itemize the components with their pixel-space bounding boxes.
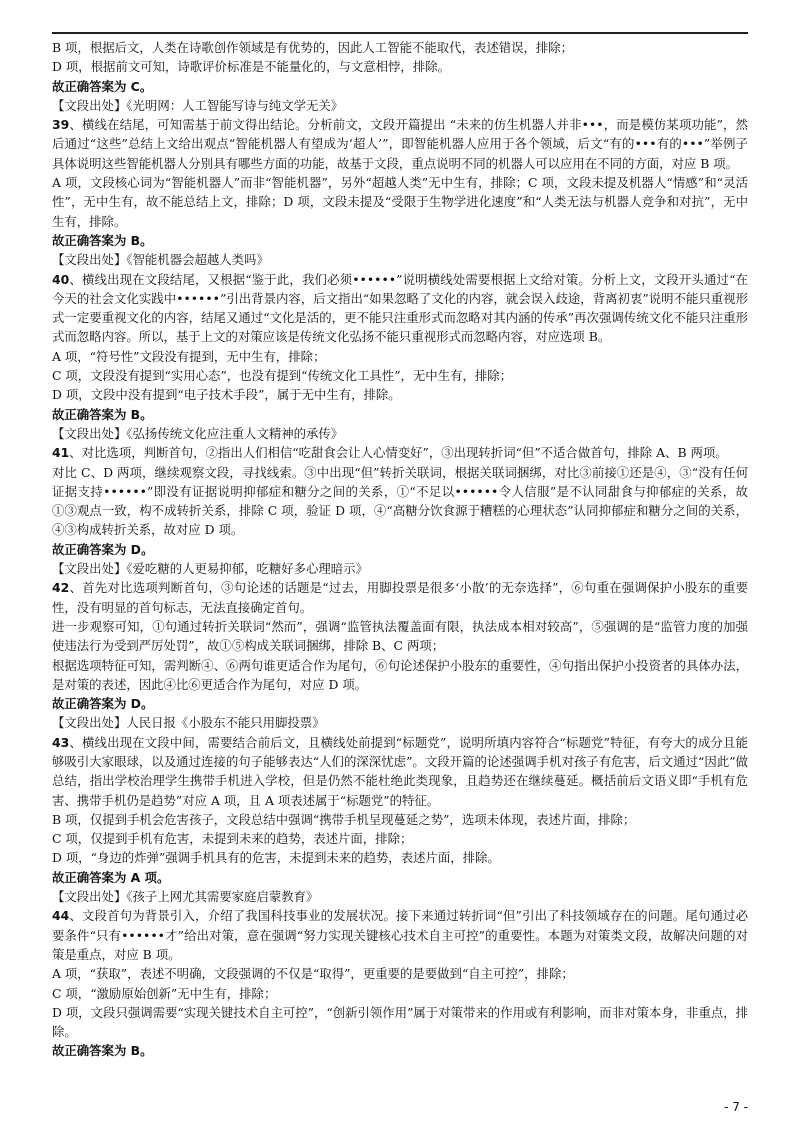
source-line — [52, 424, 748, 443]
paragraph-text: 故正确答案为 C。 — [52, 78, 153, 94]
paragraph-text: 进一步观察可知，①句通过转折关联词“然而”，强调“监管执法覆盖面有限，执法成本相对较高”，⑤强调的是“监管力度的加强使违法行为受到严厉处罚”，故①⑤构成关联词捆绑，排除 B、C 两项； — [52, 618, 748, 654]
text-paragraph — [52, 656, 748, 695]
answer-line — [52, 868, 748, 887]
paragraph-text: D 项，根据前文可知，诗歌评价标准是不能量化的，与文意相悖，排除。 — [52, 59, 450, 75]
paragraph-text: 【文段出处】《智能机器会超越人类吗》 — [52, 252, 269, 268]
paragraph-text: 、横线出现在文段结尾，又根据“鉴于此，我们必须••••••”说明横线处需要根据上文给对策。分析上文，文段开头通过“在今天的社会文化实践中••••••”引出背景内容，后文指出“如果忽略了文化的内容，就会误入歧途，背离初衷”说明不能只重视形式一定要重视文化的内容，结尾又通过“文化是活的，更不能只注重形式而忽略对其内涵的传承”再次强调传统文化不能只注重形式而忽略内容。所以，基于上文的对策应该是传统文化弘扬不能只重视形式而忽略内容，对应选项 B。 — [52, 271, 748, 345]
paragraph-text: 故正确答案为 B。 — [52, 1043, 153, 1059]
text-paragraph — [52, 173, 748, 231]
paragraph-text: 、文段首句为背景引入，介绍了我国科技事业的发展状况。接下来通过转折词“但”引出了科技领域存在的问题。尾句通过必要条件“只有••••••才”给出对策，意在强调“努力实现关键核心技术自主可控”的重要性。本题为对策类文段，故解决问题的对策是重点，对应 B 项。 — [52, 908, 748, 962]
answer-line — [52, 540, 748, 559]
paragraph-text: 故正确答案为 D。 — [52, 696, 154, 712]
question-number: 42 — [52, 580, 70, 596]
paragraph-text: 根据选项特征可知，需判断④、⑥两句谁更适合作为尾句，⑥句论述保护小股东的重要性，④句指出保护小投资者的具体办法，是对策的表述，因此④比⑥更适合作为尾句，对应 D 项。 — [52, 657, 748, 692]
paragraph-text: C 项，“激励原始创新”无中生有，排除； — [52, 985, 277, 1001]
paragraph-text: B 项，根据后文，人类在诗歌创作领域是有优势的，因此人工智能不能取代，表述错误，排除； — [52, 40, 574, 55]
paragraph-text: 【文段出处】《孩子上网尤其需要家庭启蒙教育》 — [52, 889, 319, 905]
source-line — [52, 559, 748, 578]
paragraph-text: A 项，文段核心词为“智能机器人”而非“智能机器”，另外“超越人类”无中生有，排除；C 项，文段未提及机器人“情感”和“灵活性”，无中生有，故不能总结上文，排除；D 项，文段未提及“受限于生物学进化速度”和“人类无法与机器人竞争和对抗”，无中生有，排除。 — [52, 175, 748, 229]
paragraph-text: 故正确答案为 B。 — [52, 406, 153, 422]
question-number: 40 — [52, 271, 70, 287]
paragraph-text: C 项，仅提到手机有危害，未提到未来的趋势，表述片面，排除； — [52, 831, 413, 847]
source-line — [52, 887, 748, 906]
paragraph-text: D 项，文段只强调需要“实现关键技术自主可控”，“创新引领作用”属于对策带来的作用或有利影响，而非对策本身，非重点，排除。 — [52, 1004, 748, 1040]
header-rule — [52, 32, 748, 34]
document-body — [52, 38, 748, 1061]
question-paragraph — [52, 270, 748, 347]
question-number: 41 — [52, 445, 70, 461]
text-paragraph — [52, 347, 748, 366]
text-paragraph — [52, 57, 748, 76]
question-paragraph — [52, 733, 748, 810]
source-line — [52, 713, 748, 732]
answer-line — [52, 405, 748, 424]
paragraph-text: 、横线在结尾，可知需基于前文得出结论。分析前文，文段开篇提出 “未来的仿生机器人并非•••，而是模仿某项功能”，然后通过“这些”总结上文给出观点“智能机器人有望成为‘超人’”，即智能机器人应用于各个领域，后文“有的•••有的•••”举例子具体说明这些智能机器人分别具有哪些方面的功能，故基于文段，重点说明不同的机器人可以应用在不同的方面，对应 B 项。 — [52, 117, 748, 171]
paragraph-text: 、横线出现在文段中间，需要结合前后文，且横线处前提到“标题党”，说明所填内容符合“标题党”特征，有夸大的成分且能够吸引大家眼球，以及通过连接的句子能够表达“人们的深深忧虑”。文段开篇的论述强调手机对孩子有危害，后文通过“因此”做总结，指出学校治理学生携带手机进入学校，但是仍然不能杜绝此类现象，且趋势还在继续蔓延。概括前后文语义即“手机有危害、携带手机仍是趋势”对应 A 项，且 A 项表述属于“标题党”的特征。 — [52, 734, 748, 808]
question-paragraph — [52, 115, 748, 173]
source-line — [52, 96, 748, 115]
paragraph-text: 、对比选项，判断首句，②指出人们相信“吃甜食会让人心情变好”，③出现转折词“但”不适合做首句，排除 A、B 两项。 — [69, 445, 728, 461]
text-paragraph — [52, 810, 748, 829]
text-paragraph — [52, 617, 748, 656]
question-number: 39 — [52, 117, 70, 133]
text-paragraph — [52, 463, 748, 540]
text-paragraph — [52, 1003, 748, 1042]
paragraph-text: 对比 C、D 两项，继续观察文段，寻找线索。③中出现“但”转折关联词，根据关联词捆绑，对比③前接①还是④，③“没有任何证据支持••••••”即没有证据说明抑郁症和糖分之间的关系，①“不足以••••••令人信服”是不认同甜食与抑郁症的关系，故①③观点一致，构不成转折关系，排除 C 项，验证 D 项，④“高糖分饮食源于糟糕的心理状态”认同抑郁症和糖分之间的关系，④③构成转折关系，故对应 D 项。 — [52, 464, 748, 538]
paragraph-text: 【文段出处】《弘扬传统文化应注重人文精神的承传》 — [52, 425, 344, 441]
question-paragraph — [52, 906, 748, 964]
question-number: 43 — [52, 734, 70, 750]
text-paragraph — [52, 984, 748, 1003]
paragraph-text: 、首先对比选项判断首句，③句论述的话题是“过去，用脚投票是很多‘小散’的无奈选择”，⑥句重在强调保护小股东的重要性，没有明显的首句标志，无法直接确定首句。 — [52, 580, 748, 615]
paragraph-text: A 项，“获取”，表述不明确，文段强调的不仅是“取得”，更重要的是要做到“自主可控”，排除； — [52, 966, 574, 982]
text-paragraph — [52, 385, 748, 404]
paragraph-text: A 项，“符号性”文段没有提到，无中生有，排除； — [52, 348, 326, 364]
answer-line — [52, 1041, 748, 1060]
answer-line — [52, 231, 748, 250]
paragraph-text: 【文段出处】《爱吃糖的人更易抑郁，吃糖好多心理暗示》 — [52, 561, 368, 577]
answer-line — [52, 694, 748, 713]
paragraph-text: C 项，文段没有提到“实用心态”，也没有提到“传统文化工具性”，无中生有，排除； — [52, 368, 513, 384]
paragraph-text: 【文段出处】《光明网：人工智能写诗与纯文学无关》 — [52, 97, 344, 113]
paragraph-text: 【文段出处】人民日报《小股东不能只用脚投票》 — [52, 715, 325, 731]
answer-line — [52, 77, 748, 96]
text-paragraph — [52, 366, 748, 385]
text-paragraph — [52, 38, 748, 57]
text-paragraph — [52, 964, 748, 983]
question-paragraph — [52, 578, 748, 617]
text-paragraph — [52, 848, 748, 867]
source-line — [52, 250, 748, 269]
question-paragraph — [52, 443, 748, 462]
text-paragraph — [52, 829, 748, 848]
question-number: 44 — [52, 908, 70, 924]
paragraph-text: D 项，“身边的炸弹”强调手机具有的危害，未提到未来的趋势，表述片面，排除。 — [52, 850, 500, 866]
paragraph-text: D 项，文段中没有提到“电子技术手段”，属于无中生有，排除。 — [52, 387, 401, 403]
paragraph-text: B 项，仅提到手机会危害孩子，文段总结中强调“携带手机呈现蔓延之势”，选项未体现，表述片面，排除； — [52, 811, 636, 827]
paragraph-text: 故正确答案为 B。 — [52, 232, 153, 248]
paragraph-text: 故正确答案为 A 项。 — [52, 869, 170, 885]
paragraph-text: 故正确答案为 D。 — [52, 541, 154, 557]
page-number: - 7 - — [724, 1100, 748, 1114]
